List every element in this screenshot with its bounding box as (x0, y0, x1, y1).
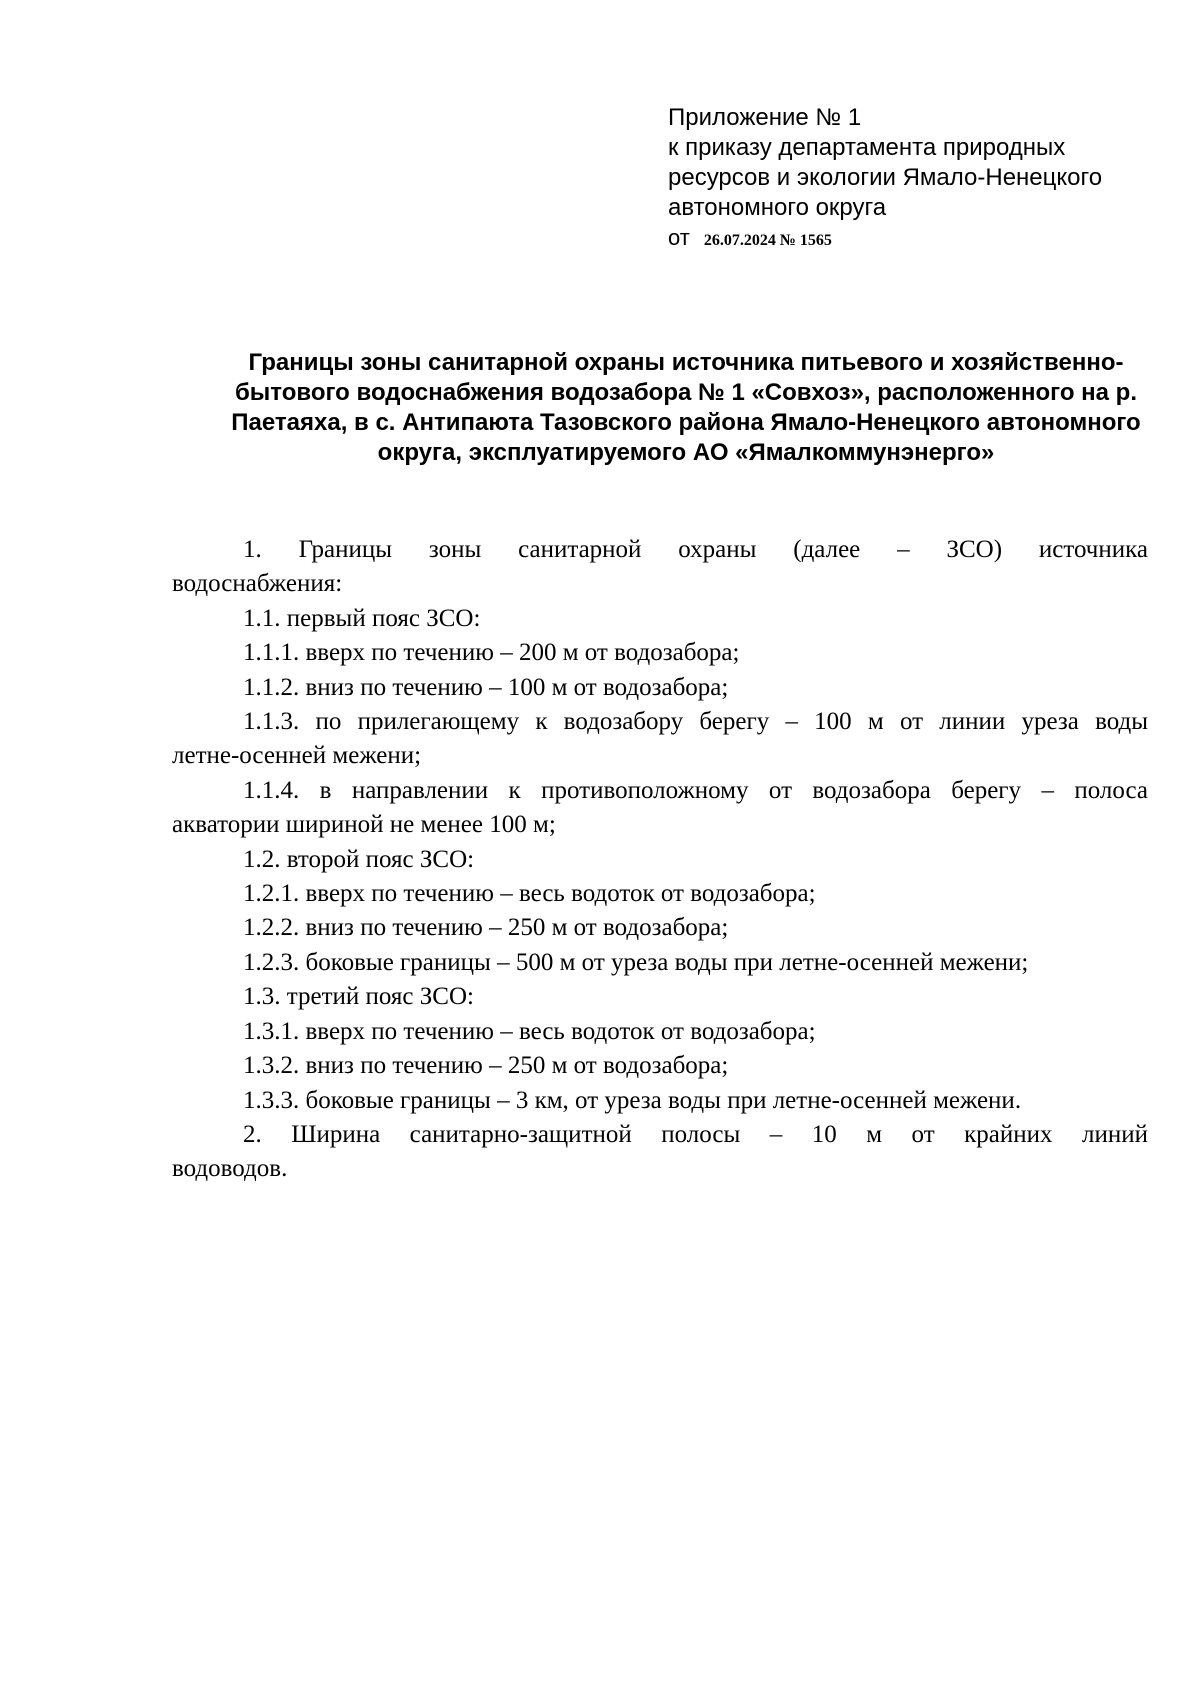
title-line: Паетаяха, в с. Антипаюта Тазовского района Ямало-Ненецкого автономного (231, 409, 1141, 436)
paragraph-1-1-3-continuation: летне-осенней межени; (172, 742, 422, 770)
title-line: бытового водоснабжения водозабора № 1 «Совхоз», расположенного на р. (234, 379, 1137, 406)
appendix-title: Приложение № 1 (668, 104, 862, 131)
appendix-line: к приказу департамента природных (668, 134, 1066, 161)
document-body (172, 533, 1148, 1187)
paragraph-1: 1. Границы зоны санитарной охраны (далее – ЗСО) источника (243, 536, 1148, 563)
appendix-line: ресурсов и экологии Ямало-Ненецкого (668, 164, 1103, 191)
document-title (172, 348, 1200, 468)
order-date-number: 26.07.2024 № 1565 (703, 232, 832, 249)
paragraph-1-1-4: 1.1.4. в направлении к противоположному от водозабора берегу – полоса (243, 776, 1148, 804)
paragraph-1-2-2: 1.2.2. вниз по течению – 250 м от водозабора; (243, 914, 729, 942)
paragraph-1-1-4-continuation: акватории шириной не менее 100 м; (172, 811, 556, 839)
paragraph-1-3-2: 1.3.2. вниз по течению – 250 м от водозабора; (243, 1052, 729, 1080)
paragraph-1-2: 1.2. второй пояс ЗСО: (243, 845, 475, 873)
paragraph-1-2-1: 1.2.1. вверх по течению – весь водоток от водозабора; (243, 880, 816, 908)
paragraph-1-3-3: 1.3.3. боковые границы – 3 км, от уреза воды при летне-осенней межени. (243, 1086, 1022, 1114)
appendix-header (668, 103, 1102, 256)
paragraph-1-1-1: 1.1.1. вверх по течению – 200 м от водозабора; (243, 639, 740, 667)
title-line: округа, эксплуатируемого АО «Ямалкоммунэнерго» (377, 439, 995, 466)
paragraph-1-continuation: водоснабжения: (172, 570, 343, 598)
paragraph-1-3-1: 1.3.1. вверх по течению – весь водоток от водозабора; (243, 1017, 816, 1045)
paragraph-1-1: 1.1. первый пояс ЗСО: (243, 604, 481, 632)
paragraph-1-3: 1.3. третий пояс ЗСО: (243, 983, 474, 1011)
appendix-line: автономного округа (668, 194, 887, 221)
appendix-date-line (668, 223, 1102, 256)
paragraph-1-2-3: 1.2.3. боковые границы – 500 м от уреза воды при летне-осенней межени; (243, 948, 1029, 976)
paragraph-2: 2. Ширина санитарно-защитной полосы – 10 м от крайних линий (243, 1120, 1148, 1148)
title-line: Границы зоны санитарной охраны источника питьевого и хозяйственно- (248, 349, 1124, 376)
paragraph-1-1-2: 1.1.2. вниз по течению – 100 м от водозабора; (243, 673, 729, 701)
date-prefix: от (668, 225, 690, 250)
paragraph-2-continuation: водоводов. (172, 1155, 288, 1183)
paragraph-1-1-3: 1.1.3. по прилегающему к водозабору берегу – 100 м от линии уреза воды (243, 708, 1148, 736)
